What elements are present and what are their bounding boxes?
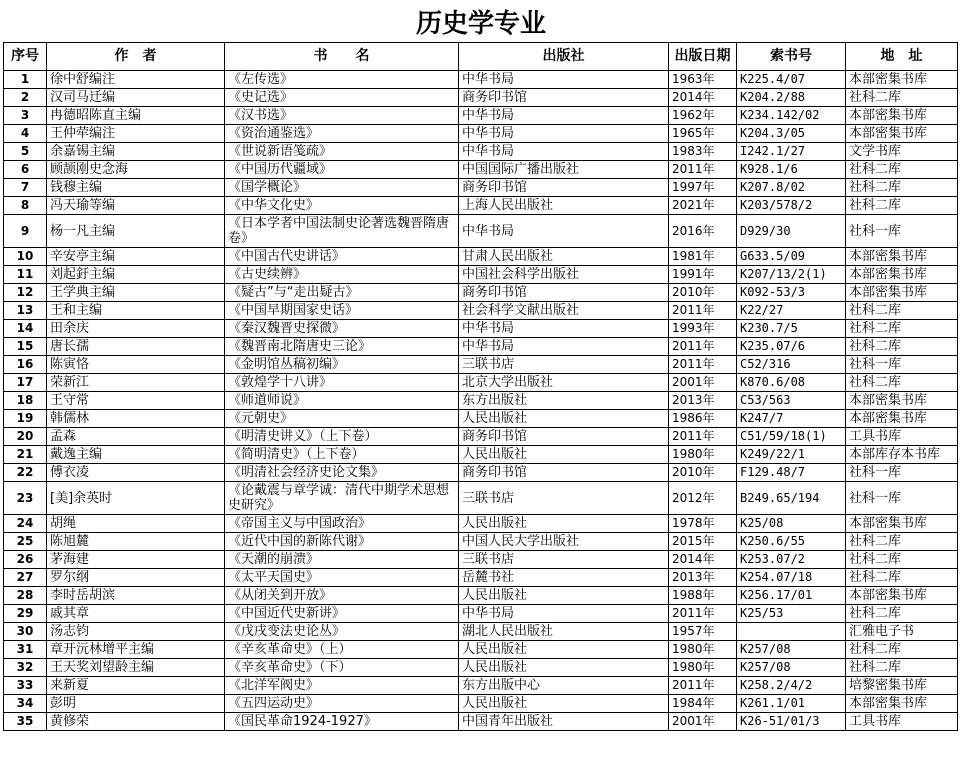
cell-call-number[interactable]: K257/08 (737, 659, 846, 677)
cell-title[interactable]: 《北洋军阀史》 (225, 677, 459, 695)
cell-title[interactable]: 《帝国主义与中国政治》 (225, 515, 459, 533)
cell-no[interactable]: 12 (4, 284, 47, 302)
cell-date[interactable]: 2001年 (669, 374, 737, 392)
cell-no[interactable]: 20 (4, 428, 47, 446)
cell-date[interactable]: 2021年 (669, 197, 737, 215)
cell-no[interactable]: 31 (4, 641, 47, 659)
cell-publisher[interactable]: 商务印书馆 (459, 284, 669, 302)
cell-author[interactable]: 章开沅林增平主编 (47, 641, 225, 659)
cell-date[interactable]: 2015年 (669, 533, 737, 551)
header-date[interactable]: 出版日期 (669, 43, 737, 71)
cell-location[interactable]: 社科二库 (846, 533, 958, 551)
cell-date[interactable]: 2013年 (669, 569, 737, 587)
cell-location[interactable]: 本部密集书库 (846, 587, 958, 605)
cell-call-number[interactable]: K230.7/5 (737, 320, 846, 338)
cell-location[interactable]: 本部密集书库 (846, 695, 958, 713)
table-row (4, 641, 958, 659)
cell-location[interactable]: 社科二库 (846, 161, 958, 179)
cell-no[interactable]: 17 (4, 374, 47, 392)
cell-publisher[interactable]: 中华书局 (459, 320, 669, 338)
cell-date[interactable]: 2001年 (669, 713, 737, 731)
cell-call-number[interactable] (737, 623, 846, 641)
cell-publisher[interactable]: 东方出版社 (459, 392, 669, 410)
cell-call-number[interactable]: K203/578/2 (737, 197, 846, 215)
cell-call-number[interactable]: K22/27 (737, 302, 846, 320)
cell-call-number[interactable]: C53/563 (737, 392, 846, 410)
cell-date[interactable]: 1981年 (669, 248, 737, 266)
cell-author[interactable]: 李时岳胡滨 (47, 587, 225, 605)
cell-title[interactable]: 《汉书选》 (225, 107, 459, 125)
cell-no[interactable]: 4 (4, 125, 47, 143)
cell-author[interactable]: 王天奖刘望龄主编 (47, 659, 225, 677)
table-row (4, 302, 958, 320)
table-row (4, 338, 958, 356)
table-row (4, 428, 958, 446)
cell-call-number[interactable]: K225.4/07 (737, 71, 846, 89)
cell-date[interactable]: 2013年 (669, 392, 737, 410)
cell-publisher[interactable]: 人民出版社 (459, 659, 669, 677)
cell-publisher[interactable]: 中华书局 (459, 215, 669, 248)
cell-title[interactable]: 《明清史讲义》（上下卷） (225, 428, 459, 446)
cell-location[interactable]: 本部密集书库 (846, 71, 958, 89)
cell-publisher[interactable]: 人民出版社 (459, 695, 669, 713)
cell-author[interactable]: 陈旭麓 (47, 533, 225, 551)
cell-author[interactable]: 王守常 (47, 392, 225, 410)
cell-date[interactable]: 1984年 (669, 695, 737, 713)
table-row (4, 446, 958, 464)
cell-location[interactable]: 汇雅电子书 (846, 623, 958, 641)
cell-date[interactable]: 1993年 (669, 320, 737, 338)
cell-date[interactable]: 2010年 (669, 284, 737, 302)
cell-location[interactable]: 社科二库 (846, 374, 958, 392)
table-row (4, 89, 958, 107)
cell-author[interactable]: 韩儒林 (47, 410, 225, 428)
table-row (4, 410, 958, 428)
cell-publisher[interactable]: 商务印书馆 (459, 428, 669, 446)
cell-publisher[interactable]: 社会科学文献出版社 (459, 302, 669, 320)
cell-call-number[interactable]: K253.07/2 (737, 551, 846, 569)
cell-date[interactable]: 2012年 (669, 482, 737, 515)
cell-no[interactable]: 27 (4, 569, 47, 587)
cell-call-number[interactable]: K254.07/18 (737, 569, 846, 587)
cell-publisher[interactable]: 人民出版社 (459, 410, 669, 428)
cell-call-number[interactable]: D929/30 (737, 215, 846, 248)
cell-publisher[interactable]: 中华书局 (459, 338, 669, 356)
cell-title[interactable]: 《疑古”与“走出疑古》 (225, 284, 459, 302)
header-location[interactable]: 地 址 (846, 43, 958, 71)
cell-no[interactable]: 8 (4, 197, 47, 215)
table-row (4, 197, 958, 215)
cell-no[interactable]: 13 (4, 302, 47, 320)
table-row (4, 248, 958, 266)
cell-call-number[interactable]: K204.2/88 (737, 89, 846, 107)
table-row (4, 215, 958, 248)
cell-call-number[interactable]: K235.07/6 (737, 338, 846, 356)
cell-location[interactable]: 社科二库 (846, 569, 958, 587)
cell-date[interactable]: 1980年 (669, 659, 737, 677)
cell-author[interactable]: 汉司马迁编 (47, 89, 225, 107)
cell-no[interactable]: 33 (4, 677, 47, 695)
cell-author[interactable]: [美]余英时 (47, 482, 225, 515)
cell-title[interactable]: 《简明清史》（上下卷） (225, 446, 459, 464)
cell-no[interactable]: 34 (4, 695, 47, 713)
cell-no[interactable]: 32 (4, 659, 47, 677)
table-row (4, 533, 958, 551)
cell-date[interactable]: 1983年 (669, 143, 737, 161)
cell-date[interactable]: 2010年 (669, 464, 737, 482)
cell-no[interactable]: 25 (4, 533, 47, 551)
cell-no[interactable]: 11 (4, 266, 47, 284)
header-no[interactable]: 序号 (4, 43, 47, 71)
cell-no[interactable]: 9 (4, 215, 47, 248)
cell-location[interactable]: 本部密集书库 (846, 107, 958, 125)
table-row (4, 677, 958, 695)
cell-location[interactable]: 本部密集书库 (846, 266, 958, 284)
table-row (4, 587, 958, 605)
cell-author[interactable]: 钱穆主编 (47, 179, 225, 197)
cell-call-number[interactable]: K249/22/1 (737, 446, 846, 464)
cell-title[interactable]: 《世说新语笺疏》 (225, 143, 459, 161)
cell-call-number[interactable]: K092-53/3 (737, 284, 846, 302)
cell-call-number[interactable]: K257/08 (737, 641, 846, 659)
table-row (4, 464, 958, 482)
cell-date[interactable]: 1980年 (669, 641, 737, 659)
cell-location[interactable]: 社科二库 (846, 179, 958, 197)
cell-publisher[interactable]: 商务印书馆 (459, 179, 669, 197)
cell-publisher[interactable]: 岳麓书社 (459, 569, 669, 587)
cell-title[interactable]: 《师道师说》 (225, 392, 459, 410)
cell-no[interactable]: 24 (4, 515, 47, 533)
cell-no[interactable]: 3 (4, 107, 47, 125)
cell-location[interactable]: 社科一库 (846, 215, 958, 248)
cell-no[interactable]: 15 (4, 338, 47, 356)
table-row (4, 659, 958, 677)
cell-author[interactable]: 胡绳 (47, 515, 225, 533)
table-row (4, 125, 958, 143)
header-publisher[interactable]: 出版社 (459, 43, 669, 71)
cell-title[interactable]: 《明清社会经济史论文集》 (225, 464, 459, 482)
cell-author[interactable]: 田余庆 (47, 320, 225, 338)
cell-publisher[interactable]: 上海人民出版社 (459, 197, 669, 215)
cell-location[interactable]: 社科二库 (846, 320, 958, 338)
cell-title[interactable]: 《中国早期国家史话》 (225, 302, 459, 320)
cell-location[interactable]: 社科一库 (846, 482, 958, 515)
cell-no[interactable]: 7 (4, 179, 47, 197)
cell-location[interactable]: 本部密集书库 (846, 515, 958, 533)
cell-location[interactable]: 社科一库 (846, 464, 958, 482)
cell-title[interactable]: 《天潮的崩溃》 (225, 551, 459, 569)
cell-no[interactable]: 1 (4, 71, 47, 89)
cell-no[interactable]: 23 (4, 482, 47, 515)
cell-date[interactable]: 2016年 (669, 215, 737, 248)
cell-author[interactable]: 余嘉锡主编 (47, 143, 225, 161)
book-list-sheet (3, 42, 958, 731)
table-row (4, 605, 958, 623)
cell-no[interactable]: 26 (4, 551, 47, 569)
cell-publisher[interactable]: 三联书店 (459, 356, 669, 374)
cell-location[interactable]: 社科二库 (846, 605, 958, 623)
cell-publisher[interactable]: 中华书局 (459, 605, 669, 623)
cell-call-number[interactable]: K928.1/6 (737, 161, 846, 179)
cell-title[interactable]: 《元朝史》 (225, 410, 459, 428)
table-row (4, 179, 958, 197)
cell-call-number[interactable]: I242.1/27 (737, 143, 846, 161)
cell-location[interactable]: 社科二库 (846, 197, 958, 215)
cell-date[interactable]: 1965年 (669, 125, 737, 143)
table-row (4, 284, 958, 302)
table-row (4, 143, 958, 161)
cell-publisher[interactable]: 中华书局 (459, 107, 669, 125)
cell-date[interactable]: 2011年 (669, 338, 737, 356)
cell-location[interactable]: 工具书库 (846, 713, 958, 731)
cell-no[interactable]: 10 (4, 248, 47, 266)
cell-title[interactable]: 《金明馆丛稿初编》 (225, 356, 459, 374)
cell-title[interactable]: 《辛亥革命史》（下） (225, 659, 459, 677)
cell-publisher[interactable]: 中国社会科学出版社 (459, 266, 669, 284)
cell-author[interactable]: 徐中舒编注 (47, 71, 225, 89)
cell-author[interactable]: 刘起釪主编 (47, 266, 225, 284)
cell-date[interactable]: 2011年 (669, 677, 737, 695)
cell-location[interactable]: 本部密集书库 (846, 284, 958, 302)
cell-no[interactable]: 2 (4, 89, 47, 107)
cell-location[interactable]: 本部密集书库 (846, 410, 958, 428)
cell-publisher[interactable]: 人民出版社 (459, 446, 669, 464)
cell-title[interactable]: 《中国近代史新讲》 (225, 605, 459, 623)
cell-title[interactable]: 《史记选》 (225, 89, 459, 107)
table-row (4, 266, 958, 284)
cell-date[interactable]: 1962年 (669, 107, 737, 125)
cell-publisher[interactable]: 湖北人民出版社 (459, 623, 669, 641)
cell-call-number[interactable]: G633.5/09 (737, 248, 846, 266)
table-row (4, 623, 958, 641)
cell-publisher[interactable]: 人民出版社 (459, 641, 669, 659)
cell-no[interactable]: 18 (4, 392, 47, 410)
cell-title[interactable]: 《古史续辨》 (225, 266, 459, 284)
cell-title[interactable]: 《中华文化史》 (225, 197, 459, 215)
cell-date[interactable]: 1991年 (669, 266, 737, 284)
cell-call-number[interactable]: K261.1/01 (737, 695, 846, 713)
cell-title[interactable]: 《太平天国史》 (225, 569, 459, 587)
header-call-number[interactable]: 索书号 (737, 43, 846, 71)
cell-location[interactable]: 社科二库 (846, 338, 958, 356)
cell-call-number[interactable]: K207.8/02 (737, 179, 846, 197)
cell-title[interactable]: 《国学概论》 (225, 179, 459, 197)
page-title: 历史学专业 (415, 8, 546, 39)
cell-no[interactable]: 22 (4, 464, 47, 482)
cell-title[interactable]: 《论戴震与章学诚：清代中期学术思想史研究》 (225, 482, 459, 515)
cell-author[interactable]: 陈寅恪 (47, 356, 225, 374)
cell-publisher[interactable]: 中国青年出版社 (459, 713, 669, 731)
cell-no[interactable]: 28 (4, 587, 47, 605)
cell-date[interactable]: 2014年 (669, 551, 737, 569)
cell-date[interactable]: 2014年 (669, 89, 737, 107)
cell-date[interactable]: 1957年 (669, 623, 737, 641)
cell-no[interactable]: 21 (4, 446, 47, 464)
cell-call-number[interactable]: K26-51/01/3 (737, 713, 846, 731)
cell-author[interactable]: 顾颉刚史念海 (47, 161, 225, 179)
cell-publisher[interactable]: 东方出版中心 (459, 677, 669, 695)
cell-publisher[interactable]: 人民出版社 (459, 515, 669, 533)
cell-call-number[interactable]: C51/59/18(1) (737, 428, 846, 446)
cell-publisher[interactable]: 三联书店 (459, 482, 669, 515)
table-row (4, 695, 958, 713)
cell-title[interactable]: 《从闭关到开放》 (225, 587, 459, 605)
cell-location[interactable]: 本部密集书库 (846, 248, 958, 266)
cell-author[interactable]: 来新夏 (47, 677, 225, 695)
cell-author[interactable]: 杨一凡主编 (47, 215, 225, 248)
cell-author[interactable]: 茅海建 (47, 551, 225, 569)
cell-no[interactable]: 29 (4, 605, 47, 623)
book-table (3, 42, 958, 731)
cell-publisher[interactable]: 甘肃人民出版社 (459, 248, 669, 266)
table-row (4, 320, 958, 338)
cell-author[interactable]: 黄修荣 (47, 713, 225, 731)
cell-location[interactable]: 社科二库 (846, 641, 958, 659)
cell-call-number[interactable]: K256.17/01 (737, 587, 846, 605)
table-row (4, 161, 958, 179)
cell-call-number[interactable]: K258.2/4/2 (737, 677, 846, 695)
cell-title[interactable]: 《中国古代史讲话》 (225, 248, 459, 266)
cell-date[interactable]: 1963年 (669, 71, 737, 89)
table-row (4, 374, 958, 392)
table-row (4, 392, 958, 410)
header-row (4, 43, 958, 71)
cell-title[interactable]: 《左传选》 (225, 71, 459, 89)
cell-publisher[interactable]: 中华书局 (459, 71, 669, 89)
cell-no[interactable]: 19 (4, 410, 47, 428)
table-row (4, 515, 958, 533)
cell-author[interactable]: 戚其章 (47, 605, 225, 623)
cell-call-number[interactable]: K204.3/05 (737, 125, 846, 143)
cell-location[interactable]: 社科二库 (846, 551, 958, 569)
cell-location[interactable]: 文学书库 (846, 143, 958, 161)
cell-title[interactable]: 《五四运动史》 (225, 695, 459, 713)
cell-location[interactable]: 培黎密集书库 (846, 677, 958, 695)
cell-no[interactable]: 30 (4, 623, 47, 641)
cell-author[interactable]: 孟森 (47, 428, 225, 446)
cell-call-number[interactable]: B249.65/194 (737, 482, 846, 515)
cell-author[interactable]: 傅衣凌 (47, 464, 225, 482)
cell-publisher[interactable]: 商务印书馆 (459, 464, 669, 482)
cell-author[interactable]: 唐长孺 (47, 338, 225, 356)
cell-date[interactable]: 1997年 (669, 179, 737, 197)
cell-publisher[interactable]: 中华书局 (459, 143, 669, 161)
cell-location[interactable]: 本部库存本书库 (846, 446, 958, 464)
cell-date[interactable]: 2011年 (669, 161, 737, 179)
cell-location[interactable]: 本部密集书库 (846, 392, 958, 410)
cell-title[interactable]: 《中国历代疆域》 (225, 161, 459, 179)
table-row (4, 107, 958, 125)
cell-author[interactable]: 王和主编 (47, 302, 225, 320)
cell-no[interactable]: 16 (4, 356, 47, 374)
cell-call-number[interactable]: F129.48/7 (737, 464, 846, 482)
cell-publisher[interactable]: 三联书店 (459, 551, 669, 569)
cell-date[interactable]: 2011年 (669, 356, 737, 374)
cell-title[interactable]: 《日本学者中国法制史论著选魏晋隋唐卷》 (225, 215, 459, 248)
cell-title[interactable]: 《秦汉魏晋史探微》 (225, 320, 459, 338)
cell-author[interactable]: 彭明 (47, 695, 225, 713)
cell-publisher[interactable]: 商务印书馆 (459, 89, 669, 107)
cell-author[interactable]: 汤志钧 (47, 623, 225, 641)
cell-no[interactable]: 14 (4, 320, 47, 338)
cell-date[interactable]: 1980年 (669, 446, 737, 464)
cell-location[interactable]: 社科二库 (846, 302, 958, 320)
cell-publisher[interactable]: 中华书局 (459, 125, 669, 143)
table-row (4, 482, 958, 515)
cell-author[interactable]: 冉德昭陈直主编 (47, 107, 225, 125)
cell-author[interactable]: 荣新江 (47, 374, 225, 392)
cell-call-number[interactable]: K870.6/08 (737, 374, 846, 392)
cell-date[interactable]: 1978年 (669, 515, 737, 533)
cell-call-number[interactable]: K25/53 (737, 605, 846, 623)
cell-author[interactable]: 罗尔纲 (47, 569, 225, 587)
cell-call-number[interactable]: K234.142/02 (737, 107, 846, 125)
cell-author[interactable]: 冯天瑜等编 (47, 197, 225, 215)
cell-no[interactable]: 35 (4, 713, 47, 731)
cell-publisher[interactable]: 人民出版社 (459, 587, 669, 605)
cell-location[interactable]: 工具书库 (846, 428, 958, 446)
cell-author[interactable]: 辛安亭主编 (47, 248, 225, 266)
cell-call-number[interactable]: K247/7 (737, 410, 846, 428)
cell-title[interactable]: 《近代中国的新陈代谢》 (225, 533, 459, 551)
cell-title[interactable]: 《资治通鉴选》 (225, 125, 459, 143)
cell-title[interactable]: 《魏晋南北隋唐史三论》 (225, 338, 459, 356)
header-title[interactable]: 书 名 (225, 43, 459, 71)
cell-title[interactable]: 《敦煌学十八讲》 (225, 374, 459, 392)
table-row (4, 551, 958, 569)
cell-location[interactable]: 社科二库 (846, 89, 958, 107)
cell-title[interactable]: 《辛亥革命史》（上） (225, 641, 459, 659)
cell-date[interactable]: 2011年 (669, 605, 737, 623)
cell-no[interactable]: 5 (4, 143, 47, 161)
cell-call-number[interactable]: C52/316 (737, 356, 846, 374)
cell-date[interactable]: 2011年 (669, 302, 737, 320)
cell-call-number[interactable]: K250.6/55 (737, 533, 846, 551)
cell-no[interactable]: 6 (4, 161, 47, 179)
cell-publisher[interactable]: 中国人民大学出版社 (459, 533, 669, 551)
cell-date[interactable]: 1986年 (669, 410, 737, 428)
cell-author[interactable]: 戴逸主编 (47, 446, 225, 464)
cell-author[interactable]: 王学典主编 (47, 284, 225, 302)
cell-publisher[interactable]: 中国国际广播出版社 (459, 161, 669, 179)
table-row (4, 569, 958, 587)
cell-call-number[interactable]: K25/08 (737, 515, 846, 533)
cell-location[interactable]: 社科二库 (846, 659, 958, 677)
header-author[interactable]: 作 者 (47, 43, 225, 71)
cell-publisher[interactable]: 北京大学出版社 (459, 374, 669, 392)
cell-title[interactable]: 《戊戌变法史论丛》 (225, 623, 459, 641)
cell-location[interactable]: 社科一库 (846, 356, 958, 374)
cell-date[interactable]: 2011年 (669, 428, 737, 446)
cell-location[interactable]: 本部密集书库 (846, 125, 958, 143)
table-row (4, 71, 958, 89)
cell-date[interactable]: 1988年 (669, 587, 737, 605)
cell-call-number[interactable]: K207/13/2(1) (737, 266, 846, 284)
table-row (4, 713, 958, 731)
cell-author[interactable]: 王仲荦编注 (47, 125, 225, 143)
cell-title[interactable]: 《国民革命1924-1927》 (225, 713, 459, 731)
table-row (4, 356, 958, 374)
